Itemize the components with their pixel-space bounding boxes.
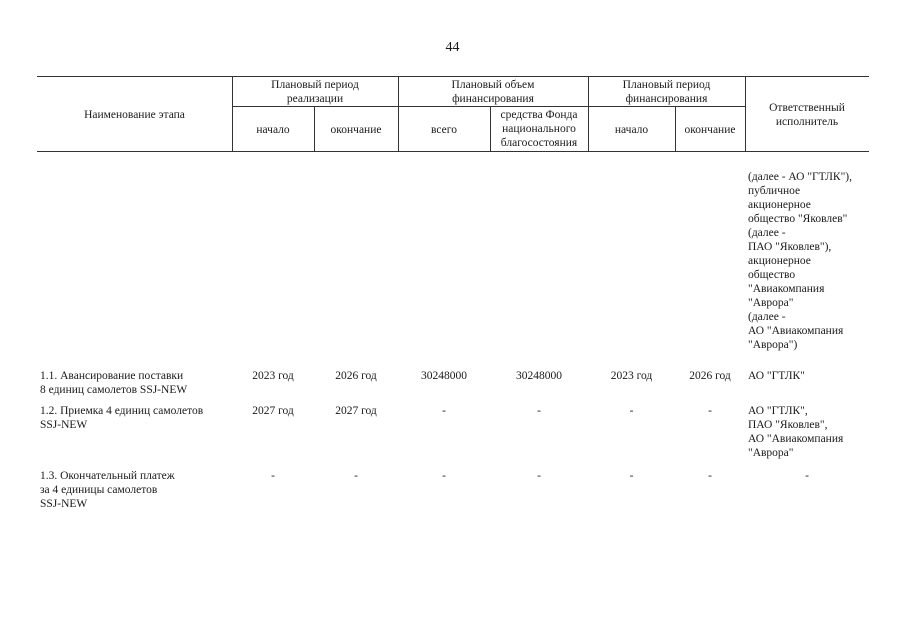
total-amount: - — [442, 405, 446, 417]
header-funding-period: Плановый период финансирования — [622, 79, 711, 105]
total-amount: - — [442, 470, 446, 482]
header-executor: Ответственный исполнитель — [769, 102, 845, 128]
header-funding-volume: Плановый объем финансирования — [451, 79, 535, 105]
stage-name: 1.2. Приемка 4 единиц самолетов SSJ-NEW — [40, 405, 204, 431]
total-amount: 30248000 — [421, 370, 467, 382]
stage-name: 1.3. Окончательный платеж за 4 единицы самолетов SSJ-NEW — [40, 470, 175, 510]
fund-end: - — [708, 405, 712, 417]
header-implementation-period: Плановый период реализации — [271, 79, 359, 105]
executor: АО "ГТЛК" — [748, 370, 805, 382]
executor: АО "ГТЛК", ПАО "Яковлев", АО "Авиакомпания "Аврора" — [748, 405, 844, 459]
fund-start: - — [629, 470, 634, 482]
fund-start: - — [629, 405, 634, 417]
impl-end: - — [354, 470, 358, 482]
fund-amount: - — [537, 405, 541, 417]
page-number: 44 — [445, 40, 460, 55]
impl-start: 2027 год — [252, 405, 294, 417]
executor: - — [805, 470, 809, 482]
impl-start: - — [271, 470, 275, 482]
fund-end: 2026 год — [689, 370, 731, 382]
header-impl-start: начало — [256, 124, 290, 136]
group-divider — [398, 106, 588, 107]
executor-continuation: (далее - АО "ГТЛК"), публичное акционерное общество "Яковлев" (далее - ПАО "Яковлев"), акционерное общество "Авиакомпания "Аврора" (далее - АО "Авиакомпания "Аврора") — [748, 171, 852, 351]
header-total: всего — [431, 124, 457, 136]
fund-amount: - — [537, 470, 541, 482]
table-header-bottom-rule — [37, 151, 869, 152]
fund-start: 2023 год — [610, 370, 653, 382]
fund-end: - — [708, 470, 712, 482]
group-divider — [232, 106, 398, 107]
header-fund-source: средства Фонда национального благосостояния — [500, 109, 578, 149]
fund-amount: 30248000 — [516, 370, 562, 382]
impl-end: 2027 год — [335, 405, 377, 417]
header-fund-end: окончание — [684, 124, 736, 136]
impl-start: 2023 год — [252, 370, 294, 382]
impl-end: 2026 год — [335, 370, 377, 382]
header-fund-start: начало — [614, 124, 649, 136]
header-stage-name: Наименование этапа — [84, 109, 185, 121]
header-impl-end: окончание — [330, 124, 382, 136]
group-divider — [588, 106, 745, 107]
stage-name: 1.1. Авансирование поставки 8 единиц самолетов SSJ-NEW — [40, 370, 188, 396]
